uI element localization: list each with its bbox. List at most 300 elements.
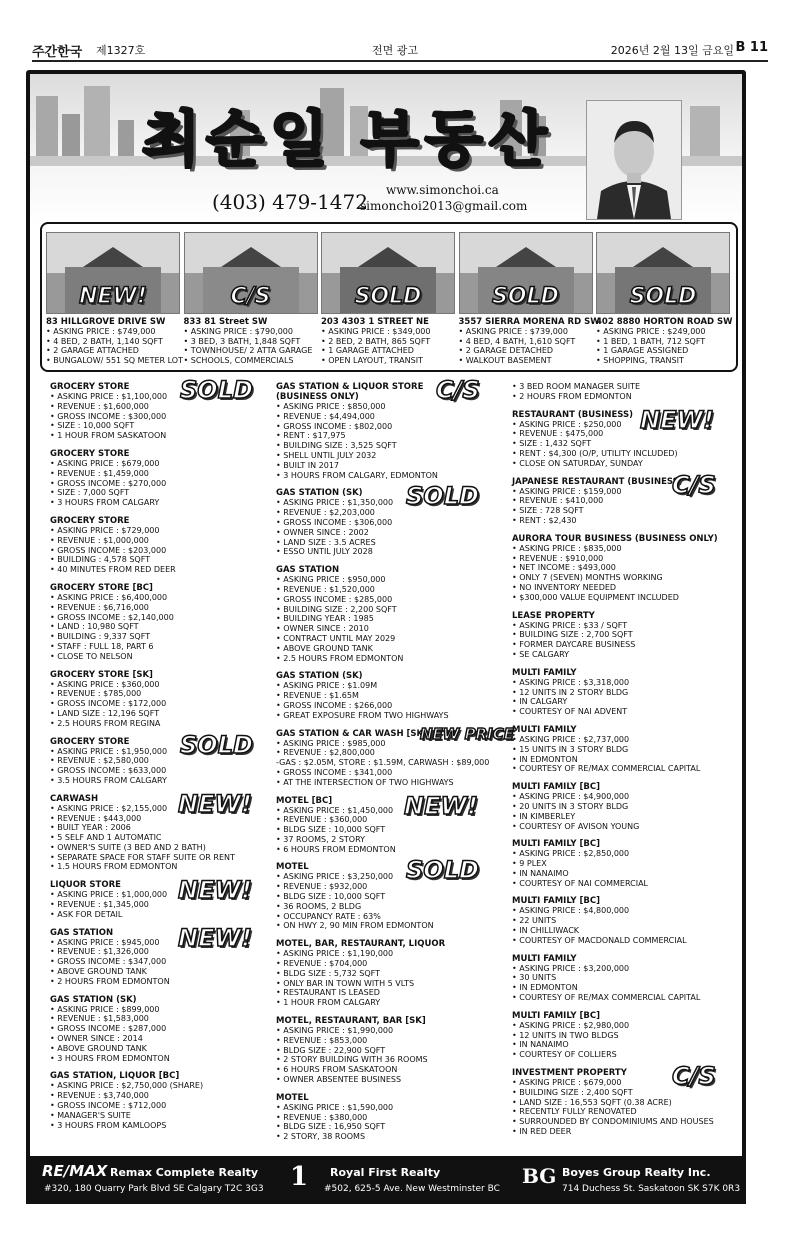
listing-detail: • REVENUE : $410,000 [512,496,604,506]
property-photo [459,232,593,314]
brand-title: 최순일 부동산 [142,105,553,175]
status-stamp: NEW! [404,791,478,820]
listing-detail: • OWNER SINCE : 2002 [276,527,369,537]
listing-detail: • 5 SELF AND 1 AUTOMATIC [50,833,162,843]
listing-title: MULTI FAMILY [BC] [512,896,601,907]
listing-block[interactable] [276,856,508,931]
listing-detail: • 37 ROOMS, 2 STORY [276,834,366,844]
listing-title: GROCERY STORE [50,382,130,392]
listing-detail: • 40 MINUTES FROM RED DEER [50,565,176,575]
listing-block[interactable] [50,923,272,987]
listing-detail: • RECENTLY FULLY RENOVATED [512,1107,637,1117]
listing-detail: • REVENUE : $360,000 [276,815,368,825]
property-detail: • SHOPPING, TRANSIT [596,355,684,365]
listing-detail: • GROSS INCOME : $802,000 [276,421,393,431]
header-banner [30,74,742,226]
listing-block[interactable] [512,382,738,402]
listing-title: MULTI FAMILY [BC] [512,782,601,793]
status-stamp: NEW! [640,405,714,434]
listing-detail: • 3.5 HOURS FROM CALGARY [50,775,167,785]
listing-detail: • GROSS INCOME : $172,000 [50,699,167,709]
listing-title: MOTEL [BC] [276,795,333,806]
listing-block[interactable] [512,1062,738,1137]
listing-block[interactable] [512,896,738,945]
listing-title: GROCERY STORE [50,515,130,526]
listing-block[interactable] [512,611,738,660]
listing-detail: • ESSO UNTIL JULY 2028 [276,547,373,557]
listing-detail: • 2 STORY, 38 ROOMS [276,1132,366,1142]
listing-detail: • ASKING PRICE : $1.09M [276,681,378,691]
contact-info [360,182,527,214]
listing-detail: • BUILDING : 4,578 SQFT [50,555,151,565]
publication-name: 주간한국 [32,45,83,60]
listing-detail: • LAND SIZE : 12,196 SQFT [50,708,160,718]
property-detail: • OPEN LAYOUT, TRANSIT [321,355,423,365]
status-stamp: SOLD [406,482,479,511]
listing-detail: • REVENUE : $1.65M [276,691,359,701]
issue-number: 제1327호 [96,44,146,57]
listing-detail: • ASKING PRICE : $250,000 [512,419,622,429]
listing-block[interactable] [50,376,272,441]
listing-block[interactable] [512,954,738,1003]
listing-title: MULTI FAMILY [BC] [512,1010,601,1021]
listing-detail: • REVENUE : $1,459,000 [50,468,149,478]
listing-detail: • GROSS INCOME : $633,000 [50,766,167,776]
property-detail: • ASKING PRICE : $749,000 [46,327,156,336]
featured-listings [40,222,738,372]
listing-detail: • ONLY BAR IN TOWN WITH 5 VLTS [276,978,415,988]
brokerage-name: Boyes Group Realty Inc. [562,1166,711,1179]
listing-title: MOTEL, RESTAURANT, BAR [SK] [276,1016,426,1027]
listing-detail: • REVENUE : $475,000 [512,429,604,439]
listing-detail: • ASKING PRICE : $3,200,000 [512,963,630,973]
listing-detail: • 9 PLEX [512,859,547,869]
listing-block[interactable] [512,725,738,774]
listing-detail: • GROSS INCOME : $203,000 [50,545,167,555]
listing-detail: • NET INCOME : $493,000 [512,563,616,573]
listing-detail: • ASKING PRICE : $6,400,000 [50,592,168,602]
property-detail: • WALKOUT BASEMENT [458,355,552,365]
listing-block[interactable] [276,791,508,855]
brokerage-address: #502, 625-5 Ave. New Westminster BC [324,1184,500,1194]
listing-detail: • BLDG SIZE : 10,000 SQFT [276,825,386,835]
status-stamp: SOLD [492,284,559,309]
listing-detail: • IN KIMBERLEY [512,811,576,821]
listing-detail: • ASKING PRICE : $1,950,000 [50,746,168,756]
listing-detail: • ASKING PRICE : $2,737,000 [512,734,630,744]
listing-detail: • 12 UNITS IN 2 STORY BLDG [512,687,629,697]
listing-detail: • REVENUE : $2,580,000 [50,756,149,766]
listing-detail: • ON HWY 2, 90 MIN FROM EDMONTON [276,921,434,931]
listing-title: MULTI FAMILY [512,953,577,964]
listing-detail: • 15 UNITS IN 3 STORY BLDG [512,744,629,754]
brokerage-address: #320, 180 Quarry Park Blvd SE Calgary T2C 3G3 [44,1184,264,1194]
listing-detail: • REVENUE : $1,520,000 [276,584,375,594]
listing-title: GAS STATION & LIQUOR STORE (BUSINESS ONLY) [276,382,424,402]
listing-detail: • 30 UNITS [512,973,557,983]
featured-property-card[interactable] [458,232,600,365]
listing-detail: • 2.5 HOURS FROM REGINA [50,718,161,728]
listing-detail: • BUILDING SIZE : 3,525 SQFT [276,441,397,451]
listing-detail: • OWNER SINCE : 2014 [50,1034,143,1044]
listing-detail: • ASKING PRICE : $159,000 [512,486,622,496]
listing-block[interactable] [50,670,272,729]
listing-detail: • ASKING PRICE : $4,800,000 [512,906,630,916]
listing-detail: • REVENUE : $380,000 [276,1112,368,1122]
listing-detail: • GROSS INCOME : $306,000 [276,517,393,527]
royal-first-logo: 1 [290,1162,309,1192]
listing-detail: • SIZE : 728 SQFT [512,506,584,516]
listing-block[interactable] [512,405,738,469]
listing-detail: • $300,000 VALUE EQUIPMENT INCLUDED [512,592,679,602]
listing-title: GAS STATION (SK) [276,488,363,499]
listing-detail: • SIZE : 10,000 SQFT [50,421,135,431]
property-photo [46,232,180,314]
listing-detail: • ASKING PRICE : $1,990,000 [276,1026,394,1036]
listing-detail: • ASKING PRICE : $945,000 [50,937,160,947]
listing-detail: • ASKING PRICE : $1,190,000 [276,949,394,959]
listing-detail: • RESTAURANT IS LEASED [276,988,380,998]
listing-detail: • AT THE INTERSECTION OF TWO HIGHWAYS [276,777,454,787]
listing-block[interactable] [276,1093,508,1142]
listing-block[interactable] [50,1071,272,1130]
listing-title: GAS STATION, LIQUOR [BC] [50,1071,180,1082]
listing-detail: • SIZE : 1,432 SQFT [512,439,592,449]
listing-detail: • REVENUE : $853,000 [276,1035,368,1045]
listing-detail: • IN CHILLIWACK [512,926,580,936]
listing-detail: • ASKING PRICE : $1,000,000 [50,890,168,900]
listing-detail: • ASKING PRICE : $1,100,000 [50,392,168,401]
listing-detail: • OWNER'S SUITE (3 BED AND 2 BATH) [50,842,206,852]
listing-title: RESTAURANT (BUSINESS) [512,409,634,420]
listing-detail: • COURTESY OF MACDONALD COMMERCIAL [512,935,687,945]
advertisement [26,70,746,1204]
listing-detail: • ASKING PRICE : $679,000 [50,458,160,468]
featured-property-card[interactable] [184,232,318,365]
listing-detail: • ASKING PRICE : $679,000 [512,1078,622,1088]
featured-property-card[interactable] [596,232,733,365]
property-detail: • SCHOOLS, COMMERCIALS [183,355,294,365]
brokerage-name: Remax Complete Realty [110,1166,259,1179]
property-detail: • 1 GARAGE ASSIGNED [596,346,689,356]
status-stamp: SOLD [180,730,253,759]
listing-detail: • 3 HOURS FROM CALGARY [50,498,160,508]
listing-title: GAS STATION [276,565,340,576]
property-detail: • 1 GARAGE ATTACHED [321,346,414,356]
listing-detail: • REVENUE : $3,740,000 [50,1091,149,1101]
listing-detail: • NO INVENTORY NEEDED [512,582,617,592]
listing-detail: • ASK FOR DETAIL [50,909,123,919]
listing-detail: • REVENUE : $2,800,000 [276,748,375,758]
property-detail: • ASKING PRICE : $349,000 [321,327,431,336]
listing-block[interactable] [276,724,514,788]
listing-detail: • BUILT IN 2017 [276,460,339,470]
listing-detail: • 3 HOURS FROM EDMONTON [50,1053,170,1063]
listing-title: MOTEL [276,1092,309,1103]
listing-detail: • 6 HOURS FROM SASKATOON [276,1065,398,1075]
listing-detail: • 1 HOUR FROM SASKATOON [50,431,167,441]
property-detail: • ASKING PRICE : $249,000 [596,327,706,336]
listing-block[interactable] [276,1016,508,1085]
property-photo [596,232,730,314]
listing-detail: • REVENUE : $1,326,000 [50,947,149,957]
property-detail: • 4 BED, 2 BATH, 1,140 SQFT [46,336,163,346]
listing-detail: • REVENUE : $1,000,000 [50,535,149,545]
website-link[interactable]: www.simonchoi.ca [386,183,499,197]
listing-detail: • FORMER DAYCARE BUSINESS [512,640,636,650]
listing-title: GROCERY STORE [50,736,130,747]
status-stamp: SOLD [406,856,479,885]
listing-detail: • 3 BED ROOM MANAGER SUITE [512,382,641,391]
listing-detail: • 1.5 HOURS FROM EDMONTON [50,862,178,872]
listing-detail: • ASKING PRICE : $1,590,000 [276,1102,394,1112]
listing-title: LIQUOR STORE [50,880,121,891]
listing-detail: • 2 HOURS FROM EDMONTON [50,976,170,986]
page-number: B 11 [735,40,768,55]
remax-logo: RE/MAX [42,1162,108,1180]
listing-detail: • BUILDING : 9,337 SQFT [50,632,151,642]
listing-detail: • LAND : 10,980 SQFT [50,622,139,632]
listing-detail: • COURTESY OF NAI COMMERCIAL [512,878,649,888]
listing-detail: • 6 HOURS FROM EDMONTON [276,844,396,854]
listing-detail: • REVENUE : $443,000 [50,813,142,823]
property-address: 83 HILLGROVE DRIVE SW [46,317,166,327]
listing-detail: • BLDG SIZE : 5,732 SQFT [276,968,381,978]
property-detail: • 2 GARAGE ATTACHED [46,346,139,356]
listing-detail: • ASKING PRICE : $729,000 [50,525,160,535]
listing-detail: • ABOVE GROUND TANK [276,643,373,653]
issue-date: 2026년 2월 13일 금요일 [610,44,734,57]
listing-detail: • GROSS INCOME : $347,000 [50,957,167,967]
newspaper-header [32,38,768,62]
listing-title: GROCERY STORE [50,448,130,459]
email-link[interactable]: simonchoi2013@gmail.com [360,199,528,213]
listing-detail: • RENT : $17,975 [276,431,346,441]
listing-detail: • ASKING PRICE : $2,750,000 (SHARE) [50,1081,204,1091]
listing-detail: • ASKING PRICE : $2,850,000 [512,849,630,859]
listing-detail: • LAND SIZE : 16,553 SQFT (0.38 ACRE) [512,1097,672,1107]
status-stamp: NEW! [79,284,147,309]
listing-detail: • ASKING PRICE : $2,980,000 [512,1020,630,1030]
listing-detail: • ABOVE GROUND TANK [50,967,147,977]
listing-title: INVESTMENT PROPERTY [512,1068,627,1079]
featured-property-card[interactable] [46,232,183,365]
listing-detail: • BLDG SIZE : 22,900 SQFT [276,1045,386,1055]
listing-detail: • 12 UNITS IN TWO BLDGS [512,1030,619,1040]
listing-title: AURORA TOUR BUSINESS (BUSINESS ONLY) [512,533,718,544]
agent-portrait [586,100,682,220]
listing-detail: • ASKING PRICE : $850,000 [276,402,386,411]
listing-detail: • SEPARATE SPACE FOR STAFF SUITE OR RENT [50,852,235,862]
listing-detail: • REVENUE : $1,600,000 [50,401,149,411]
property-detail: • 1 BED, 1 BATH, 712 SQFT [596,336,706,346]
boyes-group-logo: BG [522,1164,557,1188]
status-stamp: C/S [436,376,480,404]
listing-detail: • LAND SIZE : 3.5 ACRES [276,537,376,547]
listing-detail: • ASKING PRICE : $3,318,000 [512,677,630,687]
listing-title: GAS STATION (SK) [50,994,137,1005]
listing-detail: • ASKING PRICE : $4,900,000 [512,792,630,802]
listing-title: GAS STATION & CAR WASH [SK] [276,728,428,739]
listing-detail: • CONTRACT UNTIL MAY 2029 [276,633,396,643]
brokerage-footer [26,1156,746,1204]
property-address: 402 8880 HORTON ROAD SW [596,317,733,327]
listing-detail: • BLDG SIZE : 16,950 SQFT [276,1122,386,1132]
listing-detail: • ASKING PRICE : $33 / SQFT [512,620,628,630]
listing-detail: • GROSS INCOME : $285,000 [276,594,393,604]
listing-detail: • GROSS INCOME : $2,140,000 [50,612,174,622]
listing-block[interactable] [50,449,272,508]
listing-detail: • ASKING PRICE : $835,000 [512,543,622,553]
property-address: 3557 SIERRA MORENA RD SW [458,317,600,327]
status-stamp: C/S [230,284,271,309]
listing-detail: • COURTESY OF RE/MAX COMMERCIAL CAPITAL [512,993,701,1003]
listing-block[interactable] [50,876,272,919]
listing-detail: • 22 UNITS [512,916,557,926]
listing-detail: • ASKING PRICE : $360,000 [50,679,160,689]
listing-detail: • 2.5 HOURS FROM EDMONTON [276,653,404,663]
listing-detail: • RENT : $4,300 (O/P, UTILITY INCLUDED) [512,448,678,458]
property-photo [184,232,318,314]
listing-detail: • COURTESY OF COLLIERS [512,1050,617,1060]
listing-detail: • REVENUE : $4,494,000 [276,411,375,421]
listing-block[interactable] [276,565,508,663]
listing-detail: • BUILDING YEAR : 1985 [276,614,374,624]
listing-block[interactable] [276,671,508,720]
listing-detail: • GREAT EXPOSURE FROM TWO HIGHWAYS [276,710,449,720]
listing-title: GAS STATION [50,927,114,938]
listing-block[interactable] [276,482,508,557]
listing-block[interactable] [276,939,508,1008]
property-address: 203 4303 1 STREET NE [321,317,429,327]
status-stamp: SOLD [180,376,253,404]
listing-title: LEASE PROPERTY [512,610,595,621]
listing-block[interactable] [50,730,272,786]
listing-detail: • SE CALGARY [512,649,570,659]
listing-block[interactable] [512,839,738,888]
listing-block[interactable] [512,534,738,603]
listing-title: MULTI FAMILY [512,667,577,678]
listing-detail: • 2 HOURS FROM EDMONTON [512,391,632,401]
listing-title: MULTI FAMILY [512,724,577,735]
listing-detail: • ASKING PRICE : $1,350,000 [276,498,394,508]
listing-detail: • REVENUE : $704,000 [276,959,368,969]
listing-detail: • GROSS INCOME : $341,000 [276,767,393,777]
listing-detail: • 2 STORY BUILDING WITH 36 ROOMS [276,1055,428,1065]
listing-detail: • GROSS INCOME : $266,000 [276,700,393,710]
listing-detail: • SHELL UNTIL JULY 2032 [276,450,377,460]
status-stamp: NEW! [178,789,252,818]
listing-detail: • GROSS INCOME : $270,000 [50,478,167,488]
listing-title: JAPANESE RESTAURANT (BUSINESS) [512,476,683,487]
listing-detail: • IN EDMONTON [512,983,578,993]
listing-detail: • REVENUE : $6,716,000 [50,602,149,612]
status-stamp: C/S [672,470,716,499]
property-photo [321,232,455,314]
property-detail: • 2 GARAGE DETACHED [458,346,554,356]
listing-detail: • OCCUPANCY RATE : 63% [276,911,381,921]
listing-detail: • IN EDMONTON [512,754,578,764]
listing-detail: • RENT : $2,430 [512,515,577,525]
listing-detail: • ASKING PRICE : $950,000 [276,575,386,585]
listing-detail: • BLDG SIZE : 10,000 SQFT [276,892,386,902]
listing-title: GROCERY STORE [BC] [50,582,153,593]
section-label: 전면 광고 [372,44,419,57]
listing-detail: • 3 HOURS FROM CALGARY, EDMONTON [276,470,438,480]
listing-detail: • CLOSE TO NELSON [50,651,133,661]
listing-column-1 [50,376,272,1138]
listing-title: GAS STATION (SK) [276,671,363,682]
status-stamp: SOLD [629,284,697,309]
listing-detail: • IN CALGARY [512,697,568,707]
listing-title: GROCERY STORE [SK] [50,669,153,680]
listing-detail: • OWNER ABSENTEE BUSINESS [276,1075,402,1085]
status-stamp: NEW! [178,876,252,905]
listing-detail: • BUILDING SIZE : 2,200 SQFT [276,604,397,614]
property-detail: • BUNGALOW/ 551 SQ METER LOT [46,355,183,365]
property-detail: • 2 BED, 2 BATH, 865 SQFT [321,336,431,346]
listing-detail: • GROSS INCOME : $712,000 [50,1101,167,1111]
listing-detail: • 36 ROOMS, 2 BLDG [276,901,362,911]
listing-detail: • REVENUE : $1,345,000 [50,900,149,910]
listing-column-3 [512,382,738,1145]
status-stamp: NEW! [178,923,252,952]
listing-block[interactable] [50,516,272,575]
phone-number[interactable]: (403) 479-1472 [212,190,368,214]
property-detail: • TOWNHOUSE/ 2 ATTA GARAGE [183,346,313,356]
listing-title: MULTI FAMILY [BC] [512,839,601,850]
property-detail: • 4 BED, 4 BATH, 1,610 SQFT [458,336,576,346]
listing-block[interactable] [276,376,508,480]
listing-block[interactable] [50,583,272,662]
listing-detail: • ABOVE GROUND TANK [50,1043,147,1053]
property-detail: • ASKING PRICE : $739,000 [458,327,568,336]
featured-property-card[interactable] [321,232,455,365]
listing-detail: • COURTESY OF NAI ADVENT [512,707,628,717]
listing-detail: • BUILDING SIZE : 2,700 SQFT [512,630,633,640]
listing-column-2 [276,376,514,1150]
status-stamp: C/S [672,1062,716,1091]
listing-block[interactable] [50,995,272,1064]
listing-detail: • SIZE : 7,000 SQFT [50,488,130,498]
listing-block[interactable] [512,782,738,831]
listing-block[interactable] [512,668,738,717]
listing-detail: • ASKING PRICE : $1,450,000 [276,805,394,815]
listing-title: MOTEL, BAR, RESTAURANT, LIQUOR [276,939,446,950]
listing-detail: • REVENUE : $932,000 [276,882,368,892]
listing-detail: • COURTESY OF AVISON YOUNG [512,821,640,831]
listing-detail: • ASKING PRICE : $3,250,000 [276,872,394,882]
listing-title: CARWASH [50,793,99,804]
listing-title: MOTEL [276,862,309,873]
status-stamp: NEW PRICE [420,724,514,743]
listing-detail: • REVENUE : $785,000 [50,689,142,699]
property-detail: • ASKING PRICE : $790,000 [183,327,293,336]
listing-block[interactable] [512,470,738,526]
listing-detail: • GROSS INCOME : $287,000 [50,1024,167,1034]
listing-block[interactable] [50,789,272,873]
listing-detail: • 3 HOURS FROM KAMLOOPS [50,1120,167,1130]
listing-detail: • ONLY 7 (SEVEN) MONTHS WORKING [512,573,663,583]
listing-detail: • REVENUE : $1,583,000 [50,1014,149,1024]
listing-detail: -GAS : $2.05M, STORE : $1.59M, CARWASH : $89,000 [276,758,490,768]
listing-detail: • ASKING PRICE : $899,000 [50,1004,160,1014]
listing-detail: • ASKING PRICE : $985,000 [276,738,386,748]
listing-detail: • REVENUE : $910,000 [512,553,604,563]
listing-detail: • IN RED DEER [512,1127,572,1137]
listing-block[interactable] [512,1011,738,1060]
listing-detail: • BUILT YEAR : 2006 [50,823,131,833]
